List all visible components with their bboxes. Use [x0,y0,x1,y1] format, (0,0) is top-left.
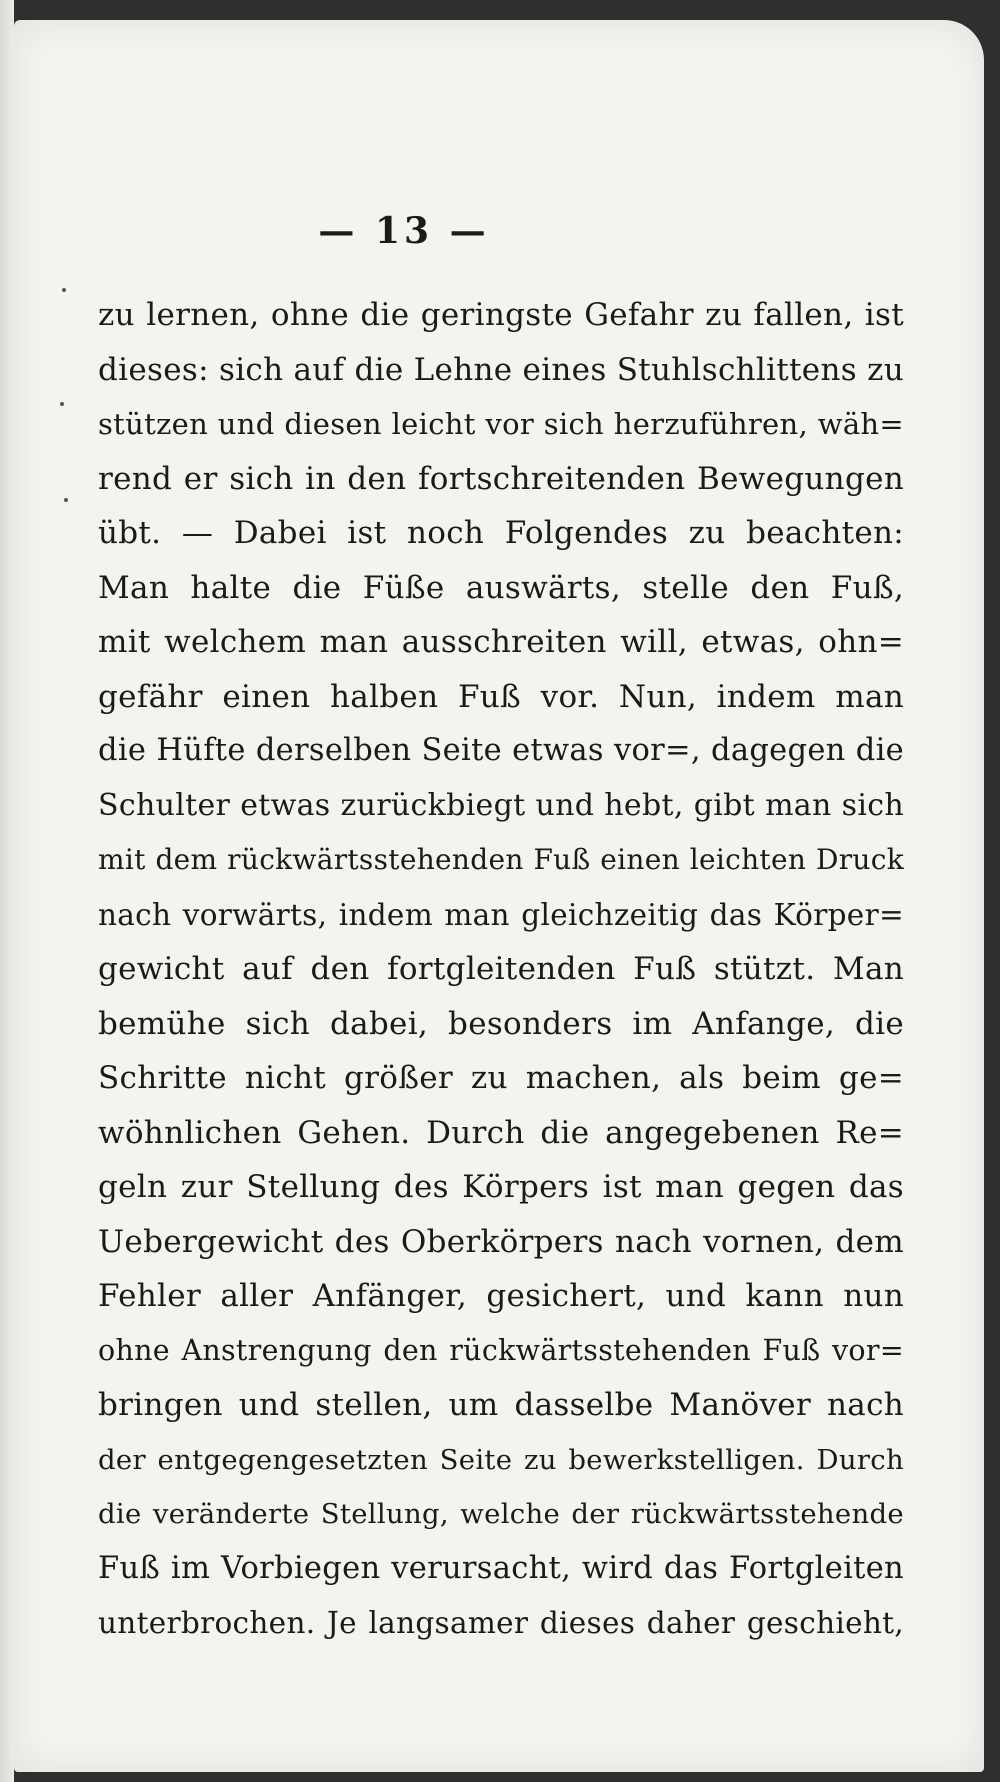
text-line: mit dem rückwärtsstehenden Fuß einen leichten Druck [98,843,904,876]
body-text [98,288,904,1651]
text-line: bemühe sich dabei, besonders im Anfange, die [98,1005,904,1042]
text-line: Fehler aller Anfänger, gesichert, und kann nun [98,1278,904,1314]
paper-speck [62,288,66,292]
text-line: Fuß im Vorbiegen verursacht, wird das Fortgleiten [98,1550,904,1586]
paper-speck [64,498,68,502]
text-line: wöhnlichen Gehen. Durch die angegebenen Re= [98,1114,904,1151]
text-line: Schulter etwas zurückbiegt und hebt, gibt man sich [98,787,904,823]
text-line: die Hüfte derselben Seite etwas vor=, dagegen die [98,733,904,768]
text-line: der entgegengesetzten Seite zu bewerkstelligen. Durch [98,1443,904,1476]
text-line: die veränderte Stellung, welche der rückwärtsstehende [98,1498,904,1530]
text-line: Schritte nicht größer zu machen, als beim ge= [98,1060,904,1096]
adjacent-page-edge [0,0,14,1782]
text-line: zu lernen, ohne die geringste Gefahr zu fallen, ist [98,297,904,333]
text-line: Man halte die Füße auswärts, stelle den Fuß, [98,569,904,606]
text-line: geln zur Stellung des Körpers ist man gegen das [98,1169,904,1205]
page-number: — 13 — [318,210,490,252]
text-line: Uebergewicht des Oberkörpers nach vornen, dem [98,1223,904,1260]
text-line: rend er sich in den fortschreitenden Bewegungen [98,460,904,497]
text-line: gefähr einen halben Fuß vor. Nun, indem man [98,678,904,715]
text-line: mit welchem man ausschreiten will, etwas, ohn= [98,624,904,660]
text-line: bringen und stellen, um dasselbe Manöver nach [98,1387,904,1423]
text-line: unterbrochen. Je langsamer dieses daher geschieht, [98,1606,904,1640]
text-line: nach vorwärts, indem man gleichzeitig das Körper= [98,897,904,932]
text-line: gewicht auf den fortgleitenden Fuß stützt. Man [98,951,904,987]
text-line: dieses: sich auf die Lehne eines Stuhlschlittens zu [98,351,904,388]
text-line: übt. — Dabei ist noch Folgendes zu beachten: [98,515,904,551]
text-line: stützen und diesen leicht vor sich herzuführen, wäh= [98,407,904,441]
text-line: ohne Anstrengung den rückwärtsstehenden Fuß vor= [98,1333,904,1367]
paper-speck [60,402,64,406]
book-page [14,20,984,1772]
